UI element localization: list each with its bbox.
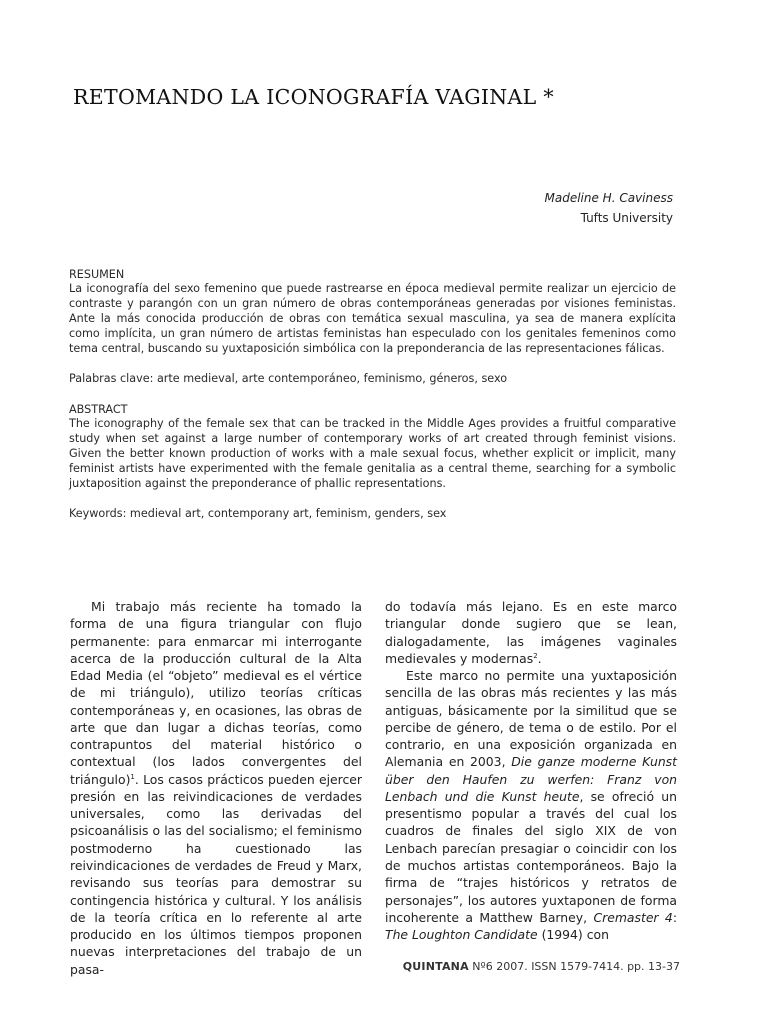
body-text: do todavía más lejano. Es en este marco triangular donde sugiero que se lean, dialogadamente, las imágenes vaginales medievales y modernas [385,599,677,666]
citation: Nº6 2007. ISSN 1579-7414. pp. 13-37 [468,960,680,973]
abstract-text: The iconography of the female sex that can be tracked in the Middle Ages provides a fruitful comparative study when set against a large number of contemporary works of art created through feminist visions. Given the better known production of works with a male sexual focus, whether explicit or implicit, many feminist artists have experimented with the female genitalia as a central theme, searching for a symbolic juxtaposition against the preponderance of phallic representations. [69,417,676,490]
body-paragraph [385,598,677,667]
body-paragraph [385,667,677,943]
work-subtitle: The Loughton Candidate [385,927,538,943]
keywords: Keywords: medieval art, contemporany art, feminism, genders, sex [69,507,447,520]
body-column-right [385,598,677,943]
body-column-left [70,598,362,978]
body-text: Mi trabajo más reciente ha tomado la forma de una figura triangular con flujo permanente: para enmarcar mi interrogante acerca de la producción cultural de la Alta Edad Media (el “objeto” medieval es el vértice de mi triángulo), utilizo teorías críticas contemporáneas y, en ocasiones, las obras de arte que dan lugar a dichas teorías, como contrapuntos del material histórico o contextual (los lados convergentes del triángulo) [70,599,362,787]
author-name: Madeline H. Caviness [544,191,673,205]
palabras-clave: Palabras clave: arte medieval, arte contemporáneo, feminismo, géneros, sexo [69,372,508,385]
body-text: (1994) con [537,927,609,943]
resumen-text: La iconografía del sexo femenino que puede rastrearse en época medieval permite realizar un ejercicio de contraste y parangón con un gran número de obras contemporáneas generadas por visiones feministas. Ante la más conocida producción de obras con temática sexual masculina, ya sea de manera explícita como implícita, un gran número de artistas feministas han especulado con los genitales femeninos como tema central, buscando su yuxtaposición simbólica con la preponderancia de las representaciones fálicas. [69,282,676,355]
body-text: Este marco no permite una yuxtaposición sencilla de las obras más recientes y las más antiguas, básicamente por la similitud que se percibe de género, de tema o de estilo. Por el contrario, en una exposición organizada en Alemania en 2003, [385,668,677,770]
resumen-heading: RESUMEN [69,268,125,281]
abstract-heading: ABSTRACT [69,403,128,416]
footnote-ref[interactable]: 2 [533,651,538,660]
author-affiliation: Tufts University [580,211,673,225]
resumen-section [69,268,676,357]
page-title: RETOMANDO LA ICONOGRAFÍA VAGINAL * [73,85,554,109]
author-block [545,188,674,228]
page-footer [403,960,680,973]
body-text: , se ofreció un presentismo popular a través del cual los cuadros de finales del siglo XIX de von Lenbach parecían presagiar o coincidir con los de muchos artistas contemporáneos. Bajo la firma de “trajes históricos y retratos de personajes”, los autores yuxtaponen de forma incoherente a Matthew Barney, [385,788,677,925]
abstract-section [69,403,676,492]
body-text: . [537,650,542,666]
body-paragraph [70,598,362,978]
work-title: Cremaster 4 [593,909,673,925]
body-text: . Los casos prácticos pueden ejercer presión en las reivindicaciones de verdades universales, como las derivadas del psicoanálisis o las del socialismo; el feminismo postmoderno ha cuestionado las reivindicaciones de verdades de Freud y Marx, revisando sus teorías para demostrar su contingencia histórica y cultural. Y los análisis de la teoría crítica en lo referente al arte producido en los últimos tiempos proponen nuevas interpretaciones del trabajo de un pasa- [70,771,362,977]
journal-name: QUINTANA [402,960,469,973]
body-text: : [672,909,678,925]
exhibition-title: Die ganze moderne Kunst über den Haufen zu werfen: Franz von Lenbach und die Kunst heute [385,754,677,804]
footnote-ref[interactable]: 1 [130,772,135,781]
